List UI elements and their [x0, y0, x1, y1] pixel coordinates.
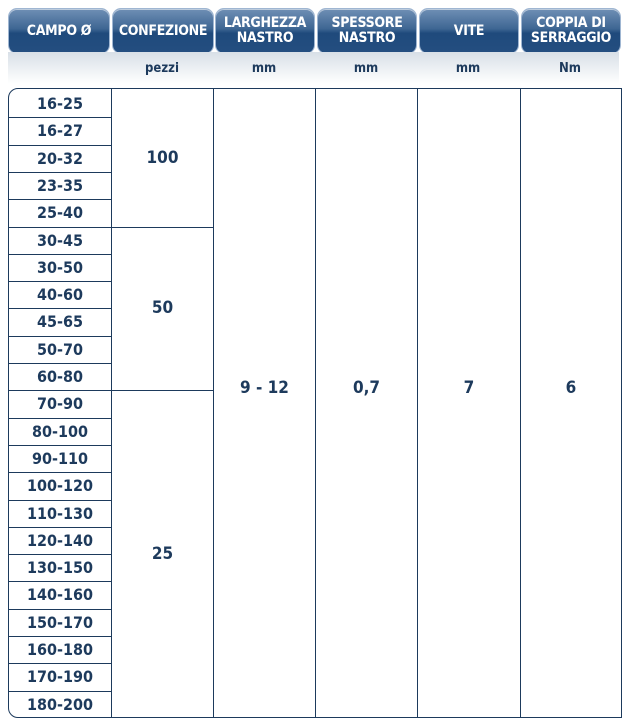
range-cell: 160-180 [26, 640, 94, 659]
range-cell: 20-32 [36, 148, 84, 168]
row-divider [9, 390, 111, 391]
confezione-value: 50 [151, 298, 174, 319]
range-cell: 120-140 [26, 530, 94, 550]
range-cell: 16-27 [36, 121, 84, 141]
range-cell: 45-65 [36, 312, 84, 332]
range-cell: 50-70 [36, 339, 84, 359]
row-divider [9, 691, 111, 692]
row-divider [9, 554, 111, 555]
row-divider [9, 500, 111, 501]
unit-campo [8, 53, 108, 83]
range-cell: 100-120 [26, 476, 94, 496]
header-spessore-nastro: SPESSORE NASTRO [317, 8, 417, 54]
unit-confezione: pezzi [145, 60, 179, 76]
row-divider [9, 336, 111, 337]
confezione-value: 25 [151, 544, 174, 565]
range-cell: 130-150 [26, 558, 94, 578]
unit-vite: mm [455, 60, 481, 76]
range-cell: 25-40 [36, 203, 84, 223]
row-divider [9, 227, 111, 228]
range-cell: 110-130 [26, 503, 94, 523]
larghezza-nastro-value: 9 - 12 [240, 378, 289, 398]
confezione-value: 100 [146, 148, 179, 169]
range-cell: 150-170 [26, 612, 94, 632]
unit-larghezza: mm [251, 60, 277, 76]
row-divider [9, 254, 111, 255]
range-cell: 30-50 [36, 257, 84, 277]
row-divider [9, 308, 111, 309]
coppia-serraggio-value: 6 [565, 378, 577, 398]
row-divider [9, 117, 111, 118]
range-cell: 140-160 [26, 585, 94, 605]
group-divider [111, 227, 213, 228]
row-divider [9, 581, 111, 582]
range-cell: 23-35 [36, 175, 84, 195]
row-divider [9, 609, 111, 610]
row-divider [9, 145, 111, 146]
header-confezione: CONFEZIONE [112, 8, 214, 54]
unit-coppia: Nm [559, 60, 581, 76]
header-campo: CAMPO Ø [8, 8, 110, 54]
row-divider [9, 527, 111, 528]
range-cell: 170-190 [26, 667, 94, 687]
range-cell: 16-25 [36, 94, 84, 113]
row-divider [9, 445, 111, 446]
row-divider [9, 418, 111, 419]
range-cell: 180-200 [26, 694, 94, 714]
row-divider [9, 472, 111, 473]
range-cell: 30-45 [36, 230, 84, 250]
range-cell: 40-60 [36, 285, 84, 305]
range-cell: 90-110 [31, 448, 89, 468]
row-divider [9, 172, 111, 173]
range-cell: 60-80 [36, 367, 84, 386]
row-divider [9, 636, 111, 637]
spessore-nastro-value: 0,7 [352, 378, 381, 398]
vite-value: 7 [463, 378, 475, 398]
range-cell: 80-100 [31, 421, 89, 441]
row-divider [9, 363, 111, 364]
header-vite: VITE [419, 8, 519, 54]
unit-spessore: mm [353, 60, 379, 76]
row-divider [9, 199, 111, 200]
row-divider [9, 663, 111, 664]
range-cell: 70-90 [36, 394, 84, 414]
header-larghezza-nastro: LARGHEZZA NASTRO [215, 8, 315, 54]
header-coppia-serraggio: COPPIA DI SERRAGGIO [521, 8, 621, 54]
group-divider [111, 390, 213, 391]
row-divider [9, 281, 111, 282]
